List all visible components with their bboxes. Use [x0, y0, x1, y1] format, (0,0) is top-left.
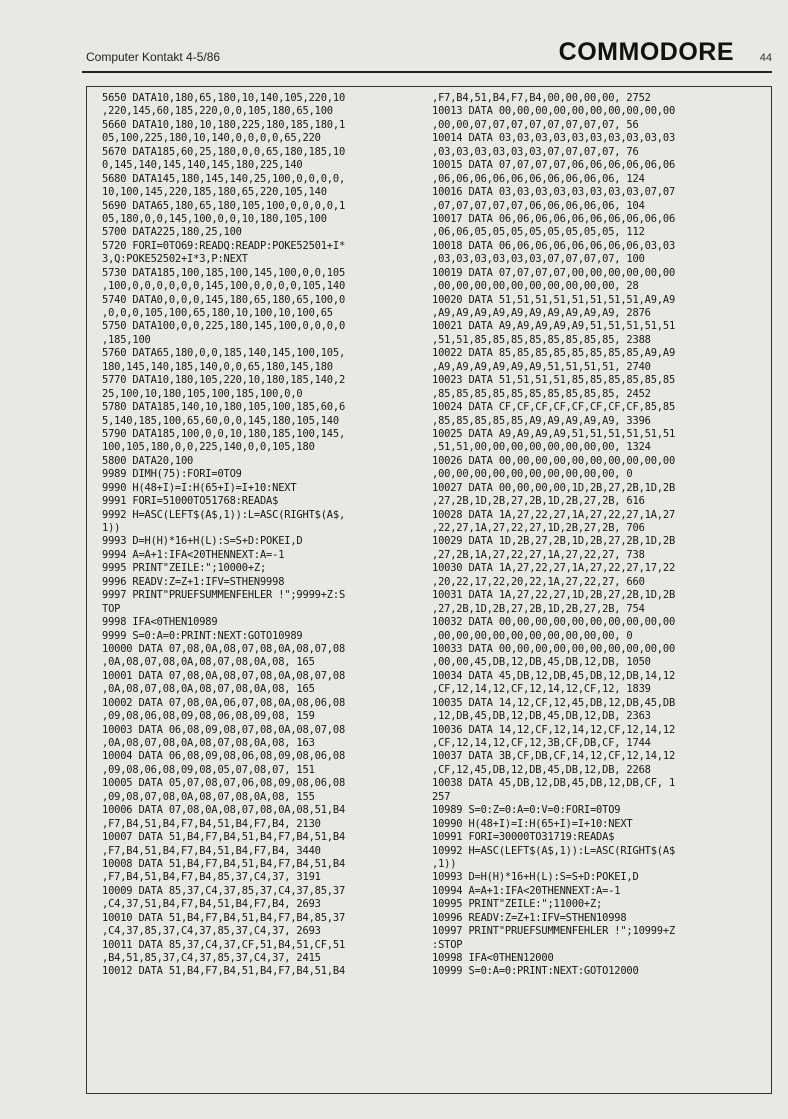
- code-line: 10990 H(48+I)=I:H(65+I)=I+10:NEXT: [432, 817, 633, 830]
- publication-title: Computer Kontakt 4-5/86: [86, 50, 221, 64]
- code-line: 5800 DATA20,100: [102, 454, 194, 467]
- code-line: 5780 DATA185,140,10,180,105,100,185,60,6: [102, 401, 346, 414]
- code-line: 5770 DATA10,180,105,220,10,180,185,140,2: [102, 374, 346, 387]
- code-line: 10013 DATA 00,00,00,00,00,00,00,00,00,00: [432, 105, 676, 118]
- code-line: 10034 DATA 45,DB,12,DB,45,DB,12,DB,14,12: [432, 669, 676, 682]
- code-line: ,CF,12,14,12,CF,12,14,12,CF,12, 1839: [432, 683, 651, 696]
- code-line: 180,145,140,185,140,0,0,65,180,145,180: [102, 360, 333, 373]
- code-line: ,F7,B4,51,B4,F7,B4,85,37,C4,37, 3191: [102, 871, 321, 884]
- code-line: 10027 DATA 00,00,00,00,1D,2B,27,2B,1D,2B: [432, 481, 676, 494]
- code-line: 10999 S=0:A=0:PRINT:NEXT:GOTO12000: [432, 965, 639, 978]
- code-line: ,00,00,00,00,00,00,00,00,00,00, 0: [432, 629, 633, 642]
- code-line: 10003 DATA 06,08,09,08,07,08,0A,08,07,08: [102, 723, 346, 736]
- code-line: 10038 DATA 45,DB,12,DB,45,DB,12,DB,CF, 1: [432, 777, 676, 790]
- code-line: 10019 DATA 07,07,07,07,00,00,00,00,00,00: [432, 266, 676, 279]
- code-line: 10,100,145,220,185,180,65,220,105,140: [102, 186, 327, 199]
- code-line: 5660 DATA10,180,10,180,225,180,185,180,1: [102, 118, 346, 131]
- page-header: [82, 38, 772, 72]
- code-line: 10012 DATA 51,B4,F7,B4,51,B4,F7,B4,51,B4: [102, 965, 346, 978]
- listing-column-left: [102, 92, 432, 979]
- code-line: ,0A,08,07,08,0A,08,07,08,0A,08, 163: [102, 737, 315, 749]
- code-line: 10029 DATA 1D,2B,27,2B,1D,2B,27,2B,1D,2B: [432, 535, 676, 548]
- code-line: ,0,0,0,105,100,65,180,10,100,10,100,65: [102, 307, 333, 319]
- code-line: 10025 DATA A9,A9,A9,A9,51,51,51,51,51,51: [432, 427, 676, 440]
- code-line: 25,100,10,180,105,100,185,100,0,0: [102, 387, 303, 400]
- code-line: 10005 DATA 05,07,08,07,06,08,09,08,06,08: [102, 777, 346, 790]
- code-line: ,09,08,07,08,0A,08,07,08,0A,08, 155: [102, 790, 315, 803]
- code-line: ,220,145,60,185,220,0,0,105,180,65,100: [102, 105, 333, 118]
- code-line: ,100,0,0,0,0,0,0,145,100,0,0,0,0,105,140: [102, 280, 346, 293]
- code-line: ,C4,37,51,B4,F7,B4,51,B4,F7,B4, 2693: [102, 898, 321, 911]
- code-line: 10000 DATA 07,08,0A,08,07,08,0A,08,07,08: [102, 642, 346, 655]
- code-line: ,06,06,05,05,05,05,05,05,05,05, 112: [432, 226, 645, 239]
- code-line: ,27,2B,1D,2B,27,2B,1D,2B,27,2B, 616: [432, 495, 645, 508]
- code-line: 10007 DATA 51,B4,F7,B4,51,B4,F7,B4,51,B4: [102, 831, 346, 844]
- code-line: 10018 DATA 06,06,06,06,06,06,06,06,03,03: [432, 239, 676, 252]
- code-line: 10001 DATA 07,08,0A,08,07,08,0A,08,07,08: [102, 669, 346, 682]
- code-line: 9993 D=H(H)*16+H(L):S=S+D:POKEI,D: [102, 535, 303, 548]
- code-line: 10011 DATA 85,37,C4,37,CF,51,B4,51,CF,51: [102, 938, 346, 951]
- code-line: ,C4,37,85,37,C4,37,85,37,C4,37, 2693: [102, 925, 321, 938]
- code-line: 10016 DATA 03,03,03,03,03,03,03,03,07,07: [432, 186, 676, 199]
- code-line: ,09,08,06,08,09,08,05,07,08,07, 151: [102, 763, 315, 776]
- code-line: 10023 DATA 51,51,51,51,85,85,85,85,85,85: [432, 374, 676, 387]
- header-rule: [82, 71, 772, 73]
- code-line: TOP: [102, 602, 121, 615]
- code-line: ,CF,12,45,DB,12,DB,45,DB,12,DB, 2268: [432, 763, 651, 776]
- code-line: 5720 FORI=0TO69:READQ:READP:POKE52501+I*: [102, 239, 346, 252]
- code-line: 5650 DATA10,180,65,180,10,140,105,220,10: [102, 92, 346, 104]
- code-line: ,27,2B,1A,27,22,27,1A,27,22,27, 738: [432, 548, 645, 561]
- code-line: 10020 DATA 51,51,51,51,51,51,51,51,A9,A9: [432, 293, 676, 306]
- code-line: 3,Q:POKE52502+I*3,P:NEXT: [102, 253, 248, 266]
- code-line: ,85,85,85,85,85,85,85,85,85,85, 2452: [432, 387, 651, 400]
- code-line: ,20,22,17,22,20,22,1A,27,22,27, 660: [432, 575, 645, 588]
- code-line: ,09,08,06,08,09,08,06,08,09,08, 159: [102, 710, 315, 723]
- code-line: 05,100,225,180,10,140,0,0,0,0,65,220: [102, 132, 321, 145]
- code-line: 10997 PRINT"PRUEFSUMMENFEHLER !";10999+Z: [432, 925, 676, 938]
- code-line: ,0A,08,07,08,0A,08,07,08,0A,08, 165: [102, 656, 315, 669]
- code-line: 10017 DATA 06,06,06,06,06,06,06,06,06,06: [432, 212, 676, 225]
- code-line: ,27,2B,1D,2B,27,2B,1D,2B,27,2B, 754: [432, 602, 645, 615]
- code-line: 9990 H(48+I)=I:H(65+I)=I+10:NEXT: [102, 481, 297, 494]
- code-line: 10031 DATA 1A,27,22,27,1D,2B,27,2B,1D,2B: [432, 589, 676, 602]
- code-line: 10037 DATA 3B,CF,DB,CF,14,12,CF,12,14,12: [432, 750, 676, 763]
- section-brand: COMMODORE: [558, 38, 734, 66]
- code-line: ,03,03,03,03,03,03,07,07,07,07, 76: [432, 145, 639, 158]
- code-line: ,51,51,00,00,00,00,00,00,00,00, 1324: [432, 441, 651, 454]
- code-line: ,22,27,1A,27,22,27,1D,2B,27,2B, 706: [432, 522, 645, 534]
- code-line: 10024 DATA CF,CF,CF,CF,CF,CF,CF,CF,85,85: [432, 401, 676, 414]
- code-line: 100,105,180,0,0,225,140,0,0,105,180: [102, 441, 315, 454]
- code-line: 257: [432, 790, 451, 803]
- code-line: 10998 IFA<0THEN12000: [432, 952, 554, 964]
- code-line: 5690 DATA65,180,65,180,105,100,0,0,0,0,1: [102, 199, 346, 212]
- code-line: ,B4,51,85,37,C4,37,85,37,C4,37, 2415: [102, 952, 321, 964]
- code-line: ,1)): [432, 857, 457, 870]
- code-line: 10994 A=A+1:IFA<20THENNEXT:A=-1: [432, 884, 621, 897]
- code-line: 5760 DATA65,180,0,0,185,140,145,100,105,: [102, 347, 346, 360]
- code-line: 5680 DATA145,180,145,140,25,100,0,0,0,0,: [102, 172, 346, 185]
- code-line: ,07,07,07,07,07,06,06,06,06,06, 104: [432, 199, 645, 212]
- code-line: 10002 DATA 07,08,0A,06,07,08,0A,08,06,08: [102, 696, 346, 709]
- code-line: 10015 DATA 07,07,07,07,06,06,06,06,06,06: [432, 159, 676, 172]
- page-number: 44: [759, 52, 772, 64]
- code-line: 10026 DATA 00,00,00,00,00,00,00,00,00,00: [432, 454, 676, 467]
- code-line: 10014 DATA 03,03,03,03,03,03,03,03,03,03: [432, 132, 676, 145]
- code-line: ,F7,B4,51,B4,F7,B4,00,00,00,00, 2752: [432, 92, 651, 104]
- listing-column-right: [432, 92, 768, 979]
- code-line: 9995 PRINT"ZEILE:";10000+Z;: [102, 562, 267, 575]
- code-line: 10009 DATA 85,37,C4,37,85,37,C4,37,85,37: [102, 884, 346, 897]
- code-line: 10022 DATA 85,85,85,85,85,85,85,85,A9,A9: [432, 347, 676, 360]
- code-line: 5730 DATA185,100,185,100,145,100,0,0,105: [102, 266, 346, 279]
- code-line: 5790 DATA185,100,0,0,10,180,185,100,145,: [102, 427, 346, 440]
- code-line: 9991 FORI=51000TO51768:READA$: [102, 495, 279, 508]
- code-line: ,00,00,07,07,07,07,07,07,07,07, 56: [432, 118, 639, 131]
- code-line: ,0A,08,07,08,0A,08,07,08,0A,08, 165: [102, 683, 315, 696]
- code-line: 05,180,0,0,145,100,0,0,10,180,105,100: [102, 212, 327, 225]
- code-line: 10008 DATA 51,B4,F7,B4,51,B4,F7,B4,51,B4: [102, 857, 346, 870]
- code-line: 10036 DATA 14,12,CF,12,14,12,CF,12,14,12: [432, 723, 676, 736]
- code-line: 10989 S=0:Z=0:A=0:V=0:FORI=0TO9: [432, 804, 621, 817]
- code-line: 10995 PRINT"ZEILE:";11000+Z;: [432, 898, 603, 911]
- code-line: ,85,85,85,85,85,A9,A9,A9,A9,A9, 3396: [432, 414, 651, 427]
- code-line: :STOP: [432, 938, 463, 951]
- code-line: 0,145,140,145,140,145,180,225,140: [102, 159, 303, 172]
- code-line: ,03,03,03,03,03,03,07,07,07,07, 100: [432, 253, 645, 266]
- code-line: 10032 DATA 00,00,00,00,00,00,00,00,00,00: [432, 616, 676, 629]
- code-line: ,185,100: [102, 333, 151, 346]
- code-line: 5740 DATA0,0,0,0,145,180,65,180,65,100,0: [102, 293, 346, 306]
- code-line: 10028 DATA 1A,27,22,27,1A,27,22,27,1A,27: [432, 508, 676, 521]
- code-line: ,A9,A9,A9,A9,A9,A9,51,51,51,51, 2740: [432, 360, 651, 373]
- code-line: 10992 H=ASC(LEFT$(A$,1)):L=ASC(RIGHT$(A$: [432, 844, 676, 857]
- code-line: 10030 DATA 1A,27,22,27,1A,27,22,27,17,22: [432, 562, 676, 575]
- code-line: ,06,06,06,06,06,06,06,06,06,06, 124: [432, 172, 645, 185]
- code-line: 9999 S=0:A=0:PRINT:NEXT:GOTO10989: [102, 629, 303, 642]
- code-line: 9996 READV:Z=Z+1:IFV=STHEN9998: [102, 575, 285, 588]
- code-line: 10033 DATA 00,00,00,00,00,00,00,00,00,00: [432, 642, 676, 655]
- code-line: 10006 DATA 07,08,0A,08,07,08,0A,08,51,B4: [102, 804, 346, 817]
- code-line: 10004 DATA 06,08,09,08,06,08,09,08,06,08: [102, 750, 346, 763]
- code-line: 9998 IFA<0THEN10989: [102, 616, 218, 629]
- code-line: 10991 FORI=30000TO31719:READA$: [432, 831, 615, 844]
- code-line: 5,140,185,100,65,60,0,0,145,180,105,140: [102, 414, 339, 427]
- code-line: ,F7,B4,51,B4,F7,B4,51,B4,F7,B4, 3440: [102, 844, 321, 857]
- code-line: 1)): [102, 522, 121, 534]
- code-line: ,00,00,45,DB,12,DB,45,DB,12,DB, 1050: [432, 656, 651, 669]
- code-line: ,51,51,85,85,85,85,85,85,85,85, 2388: [432, 333, 651, 346]
- code-line: 10996 READV:Z=Z+1:IFV=STHEN10998: [432, 911, 627, 924]
- code-line: ,12,DB,45,DB,12,DB,45,DB,12,DB, 2363: [432, 710, 651, 723]
- code-line: ,F7,B4,51,B4,F7,B4,51,B4,F7,B4, 2130: [102, 817, 321, 830]
- code-line: 5700 DATA225,180,25,100: [102, 226, 242, 239]
- code-line: 10010 DATA 51,B4,F7,B4,51,B4,F7,B4,85,37: [102, 911, 346, 924]
- code-line: 9994 A=A+1:IFA<20THENNEXT:A=-1: [102, 548, 285, 561]
- code-line: 10993 D=H(H)*16+H(L):S=S+D:POKEI,D: [432, 871, 639, 884]
- code-line: ,00,00,00,00,00,00,00,00,00,00, 0: [432, 468, 633, 481]
- code-line: 10035 DATA 14,12,CF,12,45,DB,12,DB,45,DB: [432, 696, 676, 709]
- code-line: 9997 PRINT"PRUEFSUMMENFEHLER !";9999+Z:S: [102, 589, 346, 602]
- code-line: 9989 DIMH(75):FORI=0TO9: [102, 468, 242, 481]
- code-line: 5670 DATA185,60,25,180,0,0,65,180,185,10: [102, 145, 346, 158]
- code-line: ,CF,12,14,12,CF,12,3B,CF,DB,CF, 1744: [432, 737, 651, 749]
- code-line: 9992 H=ASC(LEFT$(A$,1)):L=ASC(RIGHT$(A$,: [102, 508, 346, 521]
- code-line: 5750 DATA100,0,0,225,180,145,100,0,0,0,0: [102, 320, 346, 333]
- code-line: ,A9,A9,A9,A9,A9,A9,A9,A9,A9,A9, 2876: [432, 307, 651, 319]
- code-line: 10021 DATA A9,A9,A9,A9,A9,51,51,51,51,51: [432, 320, 676, 333]
- code-line: ,00,00,00,00,00,00,00,00,00,00, 28: [432, 280, 639, 293]
